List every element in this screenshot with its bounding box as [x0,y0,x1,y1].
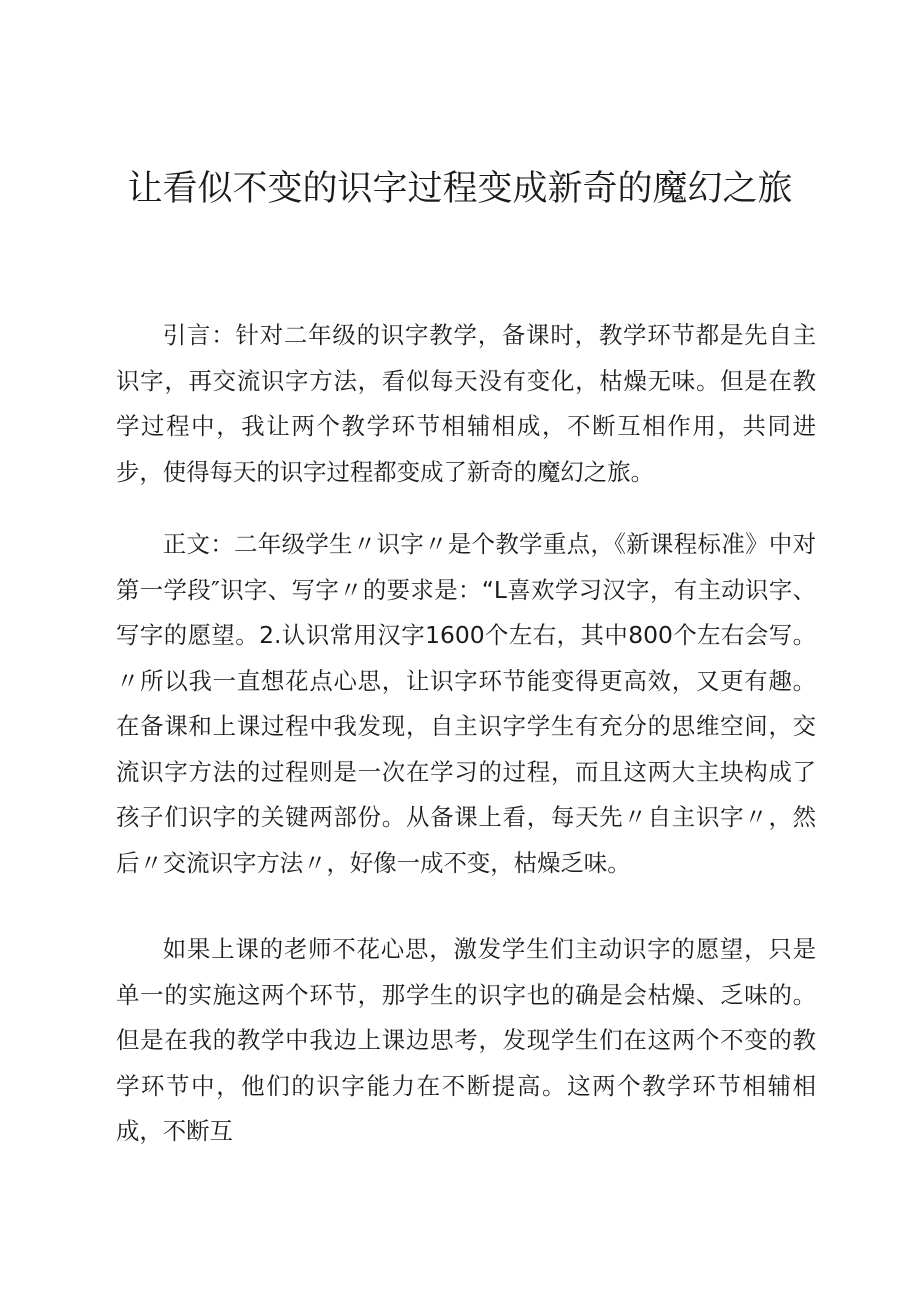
paragraph-main-text: 正文：二年级学生〃识字〃是个教学重点，《新课程标准》中对第一学段″识字、写字〃的要求是：“L喜欢学习汉字，有主动识字、写字的愿望。2.认识常用汉字1600个左右，其中800个左右会写。〃所以我一直想花点心思，让识字环节能变得更高效，又更有趣。在备课和上课过程中我发现，自主识字学生有充分的思维空间，交流识字方法的过程则是一次在学习的过程，而且这两大主块构成了孩子们识字的关键两部份。从备课上看，每天先〃自主识字〃，然后〃交流识字方法〃，好像一成不变，枯燥乏味。 [116,530,816,877]
paragraph-introduction: 引言：针对二年级的识字教学，备课时，教学环节都是先自主识字，再交流识字方法，看似每天没有变化，枯燥无味。但是在教学过程中，我让两个教学环节相辅相成，不断互相作用，共同进步，使得每天的识字过程都变成了新奇的魔幻之旅。 [116,321,816,486]
paragraph-continuation: 如果上课的老师不花心思，激发学生们主动识字的愿望，只是单一的实施这两个环节，那学生的识字也的确是会枯燥、乏味的。但是在我的教学中我边上课边思考，发现学生们在这两个不变的教学环节中，他们的识字能力在不断提高。这两个教学环节相辅相成，不断互 [116,935,816,1145]
page-title: 让看似不变的识字过程变成新奇的魔幻之旅 [127,169,793,209]
